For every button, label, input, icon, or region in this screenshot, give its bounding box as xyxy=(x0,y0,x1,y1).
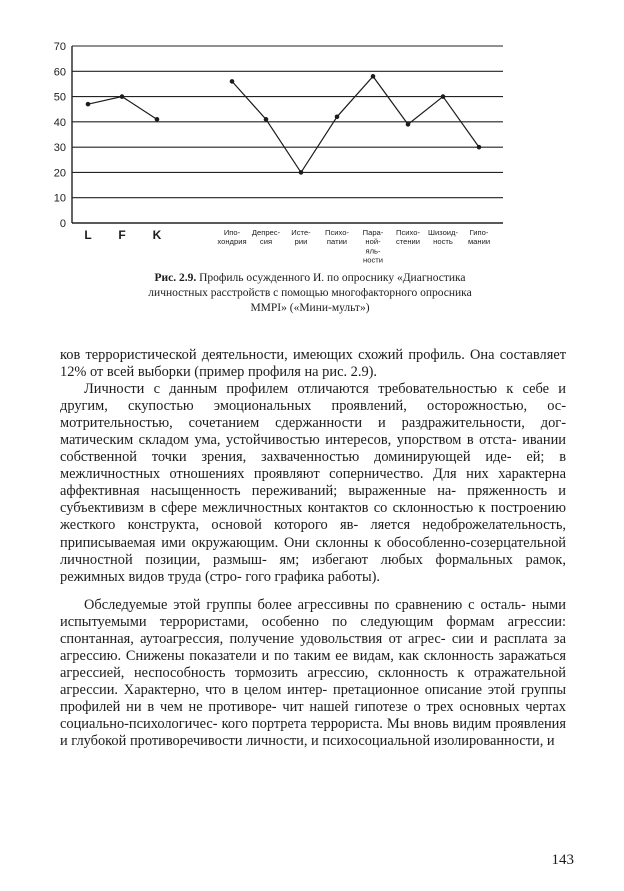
text-line: кого портрета террориста. Мы вновь видим проявления и глубокой xyxy=(60,715,566,750)
data-point xyxy=(155,117,160,122)
caption-line-1: Профиль осужденного И. по опроснику «Диагностика xyxy=(199,272,466,284)
x-tick-label xyxy=(396,228,420,246)
x-tick-label-line: Шизоид- xyxy=(427,228,459,237)
data-point xyxy=(335,115,340,120)
x-tick-label-line: Исте- xyxy=(291,228,311,237)
x-tick-label-line: хондрия xyxy=(217,237,247,247)
x-tick-label-line: K xyxy=(152,228,162,242)
data-point xyxy=(299,170,304,175)
x-tick-label-line: рии xyxy=(294,237,308,247)
series-line xyxy=(232,76,479,172)
data-point xyxy=(86,102,91,107)
data-point xyxy=(120,94,125,99)
x-tick-label-line: Психо- xyxy=(396,228,420,237)
data-point xyxy=(406,122,411,127)
text-line: и другим, скупостью эмоциональных проявлений, осторожностью, ос- xyxy=(60,381,566,415)
text-line: ными испытуемыми террористами, особенно по следующим формам xyxy=(60,596,566,630)
x-tick-label-line: яль- xyxy=(365,246,381,256)
text-line: ивании собственной точки зрения, захваченностью доминирующей иде- xyxy=(60,432,566,466)
x-tick-label-line: Ипо- xyxy=(223,228,241,237)
x-tick-label-line: Депрес- xyxy=(251,228,281,237)
x-tick-label xyxy=(217,228,246,246)
figure-caption xyxy=(60,271,560,316)
x-tick-label-line: ности xyxy=(363,255,383,265)
text-line: ям; избегают любых формальных рамок, режимных видов труда (стро- xyxy=(60,551,566,585)
text-line: склонны к обособленно-созерцательной личностной позиции, размыш- xyxy=(60,534,566,568)
x-tick-label-line: патии xyxy=(326,237,348,247)
x-tick-label-line: сия xyxy=(259,237,273,247)
caption-line-2: личностных расстройств с помощью многофакторного опросника xyxy=(148,287,472,299)
data-point xyxy=(230,79,235,84)
x-tick-label-line: L xyxy=(84,228,92,242)
x-tick-label-line: F xyxy=(118,228,126,242)
text-line: характерна аффективная насыщенность переживаний; выраженные на- xyxy=(60,466,566,500)
y-tick-label: 40 xyxy=(53,116,66,129)
y-tick-label: 70 xyxy=(53,41,66,53)
data-point xyxy=(371,74,376,79)
data-point xyxy=(264,117,269,122)
x-tick-label xyxy=(325,228,349,246)
text-line: склонность к отражательной агрессии. Характерно, что в целом интер- xyxy=(60,664,566,698)
text-line: составляет 12% от всей выборки (пример профиля на рис. 2.9). xyxy=(60,347,566,381)
text-line: Личности с данным профилем отличаются требовательностью к себе xyxy=(84,381,559,398)
text-line: чит нашей гипотезе о трех основных чертах социально-психологичес- xyxy=(60,698,566,732)
chart-gridlines xyxy=(72,46,503,223)
text-line: ей; в межличностных отношениях проявляют соперничество. Для них xyxy=(60,449,566,483)
x-tick-label xyxy=(252,228,281,246)
text-line: Обследуемые этой группы более агрессивны по сравнению с осталь- xyxy=(84,596,532,613)
y-tick-label: 60 xyxy=(53,66,66,79)
figure-label: Рис. 2.9. xyxy=(154,272,197,284)
body-text xyxy=(60,347,566,750)
y-tick-label: 10 xyxy=(53,192,66,205)
x-tick-label-line: Пара- xyxy=(362,228,384,237)
text-line: противоречивости личности, и психосоциальной изолированности, и xyxy=(129,733,555,750)
text-line: ков террористической деятельности, имеющих схожий профиль. Она xyxy=(60,347,500,363)
data-point xyxy=(441,94,446,99)
x-axis-category-labels xyxy=(84,228,490,265)
text-line: мотрительностью, сочетанием сдержанности и раздражительности, дог- xyxy=(60,415,566,432)
y-axis-tick-labels xyxy=(54,41,66,230)
text-line: матическим складом ума, устойчивостью интересов, упорством в отста- xyxy=(60,432,523,449)
y-tick-label: 50 xyxy=(53,91,66,104)
x-tick-label-line: ность xyxy=(433,237,453,247)
text-line: агрессии: спонтанная, аутоагрессия, получение удовольствия от агрес- xyxy=(60,613,566,647)
text-line: склонность заражаться агрессией, неспособность тормозить агрессию, xyxy=(60,647,566,681)
x-tick-label xyxy=(153,228,162,242)
y-tick-label: 0 xyxy=(59,218,66,230)
series-line xyxy=(88,97,157,120)
text-line: сии и расплата за агрессию. Снижены показатели и по таким ее видам, как xyxy=(60,630,566,664)
page-number: 143 xyxy=(551,852,574,868)
x-tick-label-line: Гипо- xyxy=(469,228,489,237)
paragraph-2 xyxy=(60,381,566,586)
x-tick-label-line: Психо- xyxy=(325,228,349,237)
text-line: пряженность и субъективизм в сфере межличностных контактов со xyxy=(60,483,566,517)
x-tick-label-line: мании xyxy=(467,237,491,247)
x-tick-label-line: ной- xyxy=(365,237,381,247)
x-tick-label xyxy=(363,228,384,265)
chart-series xyxy=(86,74,482,175)
x-tick-label xyxy=(428,228,458,246)
x-tick-label xyxy=(118,228,125,242)
text-line: склонностью к построению жесткого конструкта, основой которого яв- xyxy=(60,500,566,534)
mmpi-profile-chart xyxy=(0,0,624,270)
text-line: гого графика работы). xyxy=(245,568,381,585)
caption-line-3: MMPI» («Мини-мульт») xyxy=(250,302,370,314)
paragraph-1 xyxy=(60,347,566,381)
y-tick-label: 30 xyxy=(53,142,66,155)
paragraph-3 xyxy=(60,597,566,750)
x-tick-label xyxy=(468,228,490,246)
text-line: претационное описание этой группы профилей ни в чем не противоре- xyxy=(60,681,567,715)
y-tick-label: 20 xyxy=(53,167,66,180)
x-tick-label xyxy=(84,228,91,242)
x-tick-label xyxy=(291,228,311,246)
text-line: ляется недоброжелательность, приписываемая ими окружающим. Они xyxy=(60,517,566,551)
data-point xyxy=(477,145,482,150)
x-tick-label-line: стении xyxy=(395,237,421,247)
